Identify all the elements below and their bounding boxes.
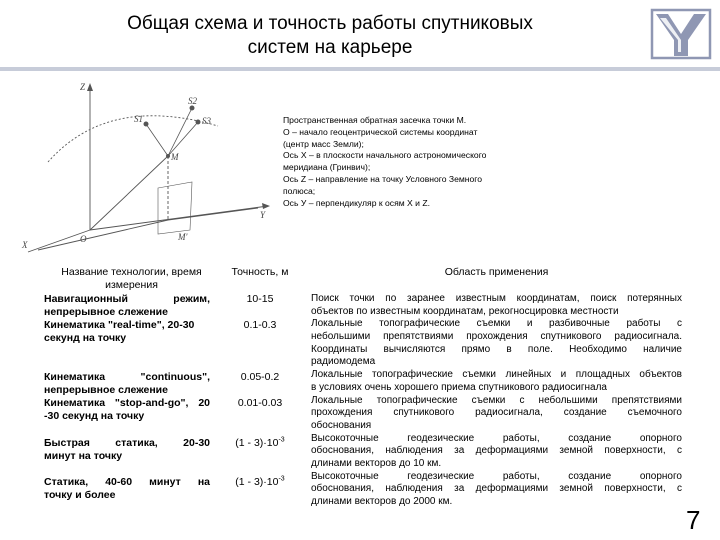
accuracy-cell: 0.01-0.03 bbox=[237, 397, 283, 409]
legend-line: (центр масс Земли); bbox=[283, 138, 364, 149]
accuracy-cell: 0.05-0.2 bbox=[240, 371, 280, 383]
legend-line: Пространственная обратная засечка точки М. bbox=[283, 115, 467, 125]
header-application: Область применения bbox=[444, 266, 549, 278]
application-line: Локальные топографические съемки и разбивочные работы с bbox=[311, 318, 682, 330]
legend-line: Ось Х – в плоскости начального астрономического bbox=[283, 150, 487, 161]
tech-cell: Кинематика "continuous", bbox=[44, 371, 210, 383]
tech-cell: точку и более bbox=[44, 489, 116, 501]
slide-title bbox=[100, 12, 560, 60]
legend-line: Ось Z – направление на точку Условного Земного bbox=[283, 173, 483, 184]
diagram-legend bbox=[283, 115, 533, 209]
label-x: X bbox=[22, 240, 28, 250]
label-y: Y bbox=[260, 210, 266, 220]
application-line: в условиях очень хорошего приема спутникового радиосигнала bbox=[311, 381, 607, 393]
label-o: O bbox=[80, 234, 87, 244]
tech-cell: непрерывное слежение bbox=[44, 306, 168, 318]
application-column bbox=[311, 293, 682, 509]
accuracy-cell: 0.1-0.3 bbox=[243, 319, 277, 331]
application-line: длинами векторов до 2000 км. bbox=[311, 496, 453, 507]
legend-line: меридиана (Гринвич); bbox=[283, 162, 371, 173]
page-number: 7 bbox=[686, 505, 701, 535]
application-line: Локальные топографические съемки с небольшими препятствиями bbox=[311, 394, 682, 406]
application-line: объектов по известным координатам, рекогносцировка местности bbox=[311, 305, 619, 317]
header-divider bbox=[0, 67, 720, 71]
header-technology: Название технологии, время измерения bbox=[61, 266, 202, 291]
application-line: Поиск точки по заранее известным координатам, поиск потерянных bbox=[311, 293, 682, 304]
application-line: обоснования bbox=[311, 419, 372, 431]
tech-cell: минут на точку bbox=[44, 450, 123, 462]
application-line: небольшими препятствиями прохождения спутникового радиосигнала. bbox=[311, 331, 682, 343]
application-line: обоснования, наблюдения за деформациями земной поверхности, с bbox=[311, 483, 682, 495]
title-line-1: Общая схема и точность работы спутниковых bbox=[127, 13, 533, 34]
application-line: обоснования, наблюдения за деформациями земной поверхности, с bbox=[311, 445, 682, 457]
label-m-prime: M' bbox=[178, 232, 188, 242]
tech-cell: Кинематика "stop-and-go", 20 bbox=[44, 397, 210, 409]
header-accuracy: Точность, м bbox=[231, 266, 289, 278]
accuracy-cell: $(1 - 3)\cdot 10^{-3}$ bbox=[235, 436, 285, 449]
legend-line: О – начало геоцентрической системы координат bbox=[283, 126, 478, 137]
tech-cell: секунд на точку bbox=[44, 332, 127, 344]
label-m: M bbox=[171, 152, 179, 162]
application-line: Высокоточные геодезические работы, создание опорного bbox=[311, 432, 682, 444]
tech-cell: Статика, 40-60 минут на bbox=[44, 476, 210, 488]
tech-cell: непрерывное слежение bbox=[44, 384, 168, 396]
label-z: Z bbox=[80, 82, 86, 92]
tech-cell: -30 секунд на точку bbox=[44, 410, 145, 422]
exponent: -3 bbox=[278, 475, 285, 483]
label-s2: S2 bbox=[188, 96, 197, 106]
application-line: Локальные топографические съемки линейных и площадных объектов bbox=[311, 369, 682, 381]
label-s1: S1 bbox=[134, 114, 143, 124]
accuracy-cell: $(1 - 3)\cdot 10^{-3}$ bbox=[235, 475, 285, 488]
accuracy-cell: 10-15 bbox=[246, 293, 274, 305]
university-logo bbox=[650, 8, 712, 64]
tech-cell: Кинематика "real-time", 20-30 bbox=[44, 319, 195, 331]
legend-line: Ось У – перпендикуляр к осям Х и Z. bbox=[283, 197, 430, 208]
title-line-2: систем на карьере bbox=[247, 37, 413, 58]
legend-line: полюса; bbox=[283, 185, 316, 196]
application-line: радиомодема bbox=[311, 356, 376, 368]
application-line: Высокоточные геодезические работы, создание опорного bbox=[311, 470, 682, 482]
geocentric-coordinate-diagram bbox=[18, 80, 280, 256]
label-s3: S3 bbox=[202, 116, 211, 126]
application-line: Координаты вычисляются прямо в поле. Необходимо наличие bbox=[311, 343, 682, 355]
application-line: длинами векторов до 10 км. bbox=[311, 457, 442, 469]
tech-cell: Навигационный режим, bbox=[44, 293, 210, 305]
tech-cell: Быстрая статика, 20-30 bbox=[44, 437, 210, 449]
exponent: -3 bbox=[278, 436, 285, 444]
application-line: прохождения спутникового радиосигнала, создание съемочного bbox=[311, 407, 682, 419]
